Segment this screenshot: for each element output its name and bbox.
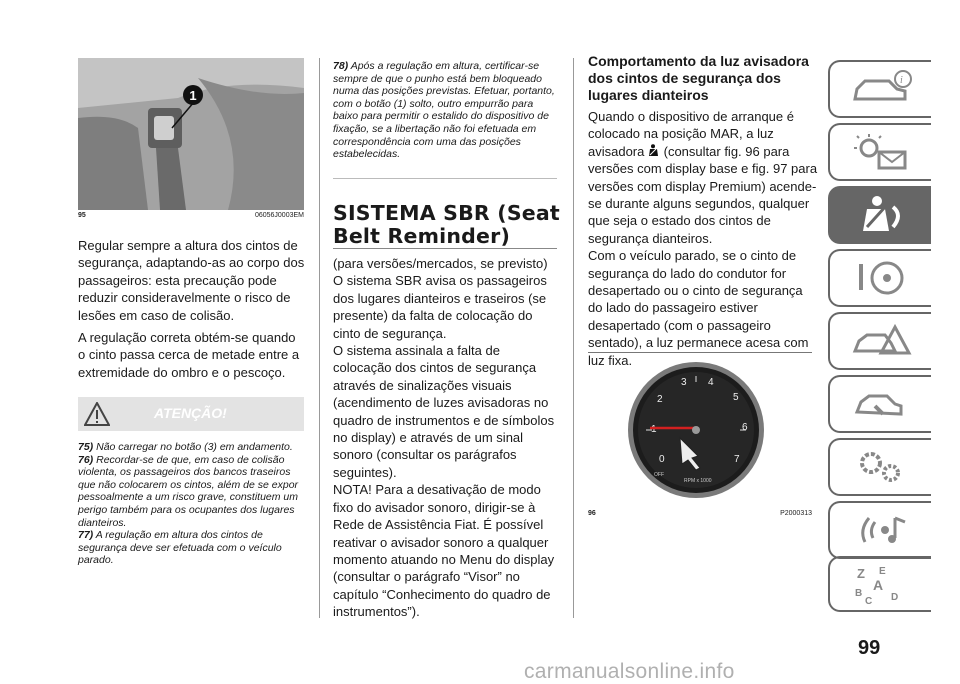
paragraph: Com o veículo parado, se o cinto de segurança do lado do condutor for desapertado ou o cinto de segurança do lado do passageiro estiver desapertado (com o passageiro sentado), a luz permanece acesa com luz fixa. <box>588 248 809 368</box>
warning-item-78: 78) Após a regulação em altura, certificar-se sempre de que o punho está bem bloqueado numa das posições previstas. Efetuar, portanto, com o botão (1) solto, outro empurrão para baixo para permitir o estalido do dispositivo de fixação, se a libertação não foi efetuada em correspondência com uma das posições estabelecidas. <box>333 60 555 161</box>
seatbelt-warning-light-icon <box>648 144 660 157</box>
column-divider <box>573 58 574 618</box>
warning-triangle-icon <box>84 402 110 426</box>
svg-text:i: i <box>899 75 903 86</box>
paragraph: O sistema assinala a falta de colocação dos cintos de segurança através de sinalizações visuais (acendimento de luzes avisadoras no quadro de instrumentos e de símbolos no display) e através de um sinal sonoro (consultar os parágrafos seguintes). <box>333 343 555 480</box>
paragraph: Regular sempre a altura dos cintos de segurança, adaptando-as ao corpo dos passageiros: esta precaução pode reduzir consideravelmente o risco de lesões em caso de colisão. <box>78 238 305 323</box>
svg-text:A: A <box>872 577 883 593</box>
multimedia-icon <box>849 508 913 552</box>
gauge-label-6: 6 <box>742 422 748 433</box>
gauge-label-5: 5 <box>733 392 739 403</box>
figure-callout-1: 1 <box>183 85 203 105</box>
gauge-label-4: 4 <box>708 377 714 388</box>
warning-header <box>78 397 304 431</box>
tab-seat-safety[interactable] <box>828 186 931 244</box>
warning-item: 77) A regulação em altura dos cintos de segurança deve ser efetuada com o veículo parado. <box>78 529 282 567</box>
paragraph: Quando o dispositivo de arranque é colocado na posição MAR, a luz avisadora (consultar fig. 96 para versões com display base e fig. 97 para versões com display Premium) acende-se durante alguns segundos, qualquer que seja o estado dos cintos de segurança dianteiros. <box>588 109 818 246</box>
section-heading-behaviour: Comportamento da luz avisadora dos cintos de segurança dos lugares dianteiros <box>588 53 809 103</box>
car-info-icon <box>849 69 913 109</box>
tab-emergency[interactable] <box>828 312 931 370</box>
tab-index[interactable] <box>828 556 931 612</box>
divider <box>588 352 812 353</box>
index-icon <box>849 562 913 606</box>
emergency-icon <box>849 319 913 363</box>
tab-starting-driving[interactable] <box>828 249 931 307</box>
maintenance-icon <box>849 382 913 426</box>
col1-text <box>78 237 306 386</box>
tab-multimedia[interactable] <box>828 501 931 559</box>
gauge-off-label: OFF <box>654 472 664 478</box>
divider <box>333 248 557 249</box>
seatbelt-adjuster-illustration <box>78 58 304 210</box>
section-heading-sbr: SISTEMA SBR (Seat Belt Reminder) <box>333 201 560 248</box>
paragraph: NOTA! Para a desativação de modo fixo do avisador sonoro, dirigir-se à Rede de Assistência Fiat. É possível reativar o avisador sonoro a qualquer momento atuando no Menu do display (consultar o parágrafo “Visor” no capítulo “Conhecimento do quadro de instrumentos”). <box>333 482 555 620</box>
gauge-label-1: 1 <box>651 424 657 435</box>
tab-settings[interactable] <box>828 438 931 496</box>
paragraph: O sistema SBR avisa os passageiros dos lugares dianteiros e traseiros (se presente) da falta de colocação do cinto de segurança. <box>333 273 547 341</box>
figure-code: P2000313 <box>780 510 812 517</box>
col3-text <box>588 108 820 369</box>
starting-driving-icon <box>849 256 913 300</box>
tab-maintenance[interactable] <box>828 375 931 433</box>
figure-number: 96 <box>588 510 596 517</box>
svg-text:E: E <box>878 566 886 577</box>
watermark: carmanualsonline.info <box>524 660 735 683</box>
gauge-label-3: 3 <box>681 377 687 388</box>
figure-96-caption <box>588 510 812 517</box>
paragraph: (para versões/mercados, se previsto) <box>333 256 548 271</box>
gears-icon <box>849 445 913 489</box>
warning-list <box>78 441 300 567</box>
figure-code: 06056J0003EM <box>254 212 304 219</box>
gauge-label-7: 7 <box>734 454 740 465</box>
svg-text:B: B <box>854 588 862 599</box>
svg-text:Z: Z <box>856 566 865 581</box>
svg-text:D: D <box>890 592 898 603</box>
gauge-rpm-label: RPM x 1000 <box>684 478 712 484</box>
column-divider <box>319 58 320 618</box>
warning-item: 76) Recordar-se de que, em caso de colisão violenta, os passageiros dos bancos traseiros que não colocarem os cintos, além de se expor pessoalmente a um risco grave, constituem um perigo também para os ocupantes dos lugares dianteiros. <box>78 453 299 529</box>
gauge-label-0: 0 <box>659 454 665 465</box>
seat-safety-icon <box>849 193 913 237</box>
paragraph: A regulação correta obtém-se quando o cinto passa cerca de metade entre a extremidade do ombro e o pescoço. <box>78 330 300 380</box>
gauge-figure <box>588 360 812 506</box>
page-number: 99 <box>858 637 881 659</box>
warning-title: ATENÇÃO! <box>154 405 227 421</box>
tab-car-info[interactable] <box>828 60 931 118</box>
warning-item: 75) Não carregar no botão (3) em andamento. <box>78 441 293 453</box>
figure-number: 95 <box>78 212 86 219</box>
col2-text <box>333 255 559 621</box>
svg-text:C: C <box>864 596 872 606</box>
seatbelt-height-figure <box>78 58 304 210</box>
gauge-label-2: 2 <box>657 394 663 405</box>
warning-lights-icon <box>849 130 913 174</box>
figure-95-caption <box>78 212 304 219</box>
divider <box>333 178 557 179</box>
tachometer-gauge <box>588 360 812 506</box>
tab-warning-lights[interactable] <box>828 123 931 181</box>
